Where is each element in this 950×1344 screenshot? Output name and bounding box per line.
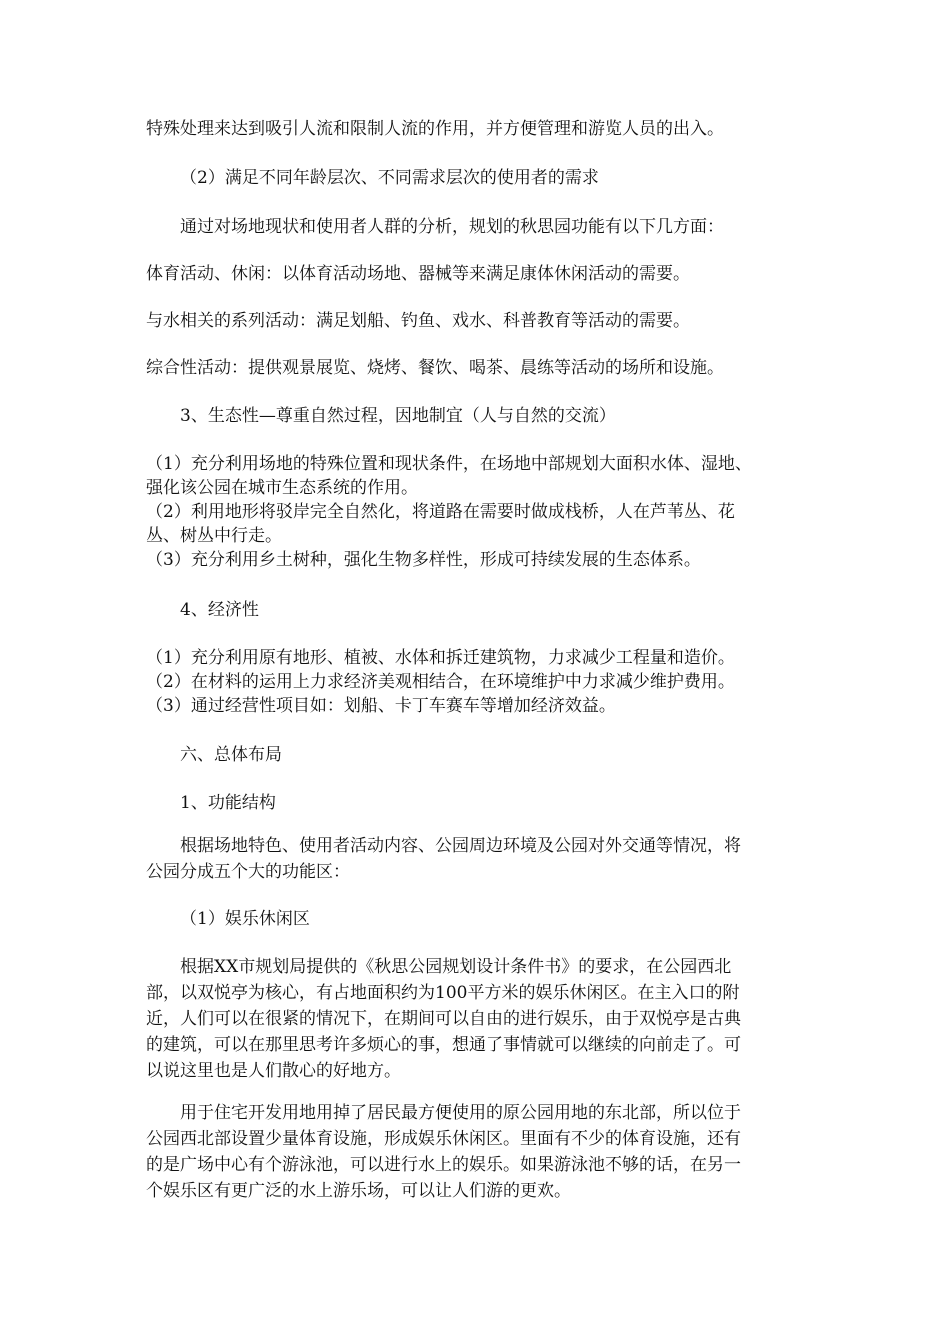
- paragraph-line: 通过对场地现状和使用者人群的分析，规划的秋思园功能有以下几方面：: [180, 217, 724, 237]
- subheading: 3、生态性—尊重自然过程，因地制宜（人与自然的交流）: [180, 406, 616, 426]
- paragraph-line: 个娱乐区有更广泛的水上游乐场，可以让人们游的更欢。: [146, 1181, 571, 1201]
- list-item: （1）充分利用场地的特殊位置和现状条件，在场地中部规划大面积水体、湿地、: [146, 454, 752, 474]
- paragraph-line: 特殊处理来达到吸引人流和限制人流的作用，并方便管理和游览人员的出入。: [146, 119, 724, 139]
- paragraph-line: 根据XX市规划局提供的《秋思公园规划设计条件书》的要求，在公园西北: [180, 957, 732, 977]
- list-block: [146, 452, 816, 572]
- paragraph-line: 部，以双悦亭为核心，有占地面积约为100平方米的娱乐休闲区。在主入口的附: [146, 983, 740, 1003]
- paragraph-line: 公园西北部设置少量体育设施，形成娱乐休闲区。里面有不少的体育设施，还有: [146, 1129, 741, 1149]
- paragraph-line: 以说这里也是人们散心的好地方。: [146, 1061, 401, 1081]
- list-item: （2）在材料的运用上力求经济美观相结合，在环境维护中力求减少维护费用。: [146, 672, 735, 692]
- list-item: （3）通过经营性项目如：划船、卡丁车赛车等增加经济效益。: [146, 696, 616, 716]
- section-heading: 六、总体布局: [180, 745, 282, 765]
- paragraph-line: 与水相关的系列活动：满足划船、钓鱼、戏水、科普教育等活动的需要。: [146, 311, 690, 331]
- list-item: （3）充分利用乡土树种，强化生物多样性，形成可持续发展的生态体系。: [146, 550, 701, 570]
- list-item-continuation: 丛、树丛中行走。: [146, 526, 282, 546]
- subheading: （1）娱乐休闲区: [180, 909, 310, 929]
- paragraph: [146, 833, 816, 885]
- paragraph-line: 公园分成五个大的功能区：: [146, 862, 350, 882]
- paragraph-line: 用于住宅开发用地用掉了居民最方便使用的原公园用地的东北部，所以位于: [180, 1103, 741, 1123]
- paragraph-line: 体育活动、休闲：以体育活动场地、器械等来满足康体休闲活动的需要。: [146, 264, 690, 284]
- paragraph: [146, 954, 816, 1084]
- list-item-continuation: 强化该公园在城市生态系统的作用。: [146, 478, 418, 498]
- subheading: 1、功能结构: [180, 793, 276, 813]
- paragraph-line: 近，人们可以在很紧的情况下，在期间可以自由的进行娱乐，由于双悦亭是古典: [146, 1009, 741, 1029]
- paragraph-line: 综合性活动：提供观景展览、烧烤、餐饮、喝茶、晨练等活动的场所和设施。: [146, 358, 724, 378]
- list-item: （1）充分利用原有地形、植被、水体和拆迁建筑物，力求减少工程量和造价。: [146, 648, 735, 668]
- subheading: （2）满足不同年龄层次、不同需求层次的使用者的需求: [180, 168, 599, 188]
- paragraph: [146, 1100, 816, 1204]
- paragraph-line: 的建筑，可以在那里思考许多烦心的事，想通了事情就可以继续的向前走了。可: [146, 1035, 741, 1055]
- list-block: [146, 646, 816, 718]
- paragraph-line: 根据场地特色、使用者活动内容、公园周边环境及公园对外交通等情况，将: [180, 836, 741, 856]
- list-item: （2）利用地形将驳岸完全自然化，将道路在需要时做成栈桥，人在芦苇丛、花: [146, 502, 735, 522]
- subheading: 4、经济性: [180, 600, 259, 620]
- paragraph-line: 的是广场中心有个游泳池，可以进行水上的娱乐。如果游泳池不够的话，在另一: [146, 1155, 741, 1175]
